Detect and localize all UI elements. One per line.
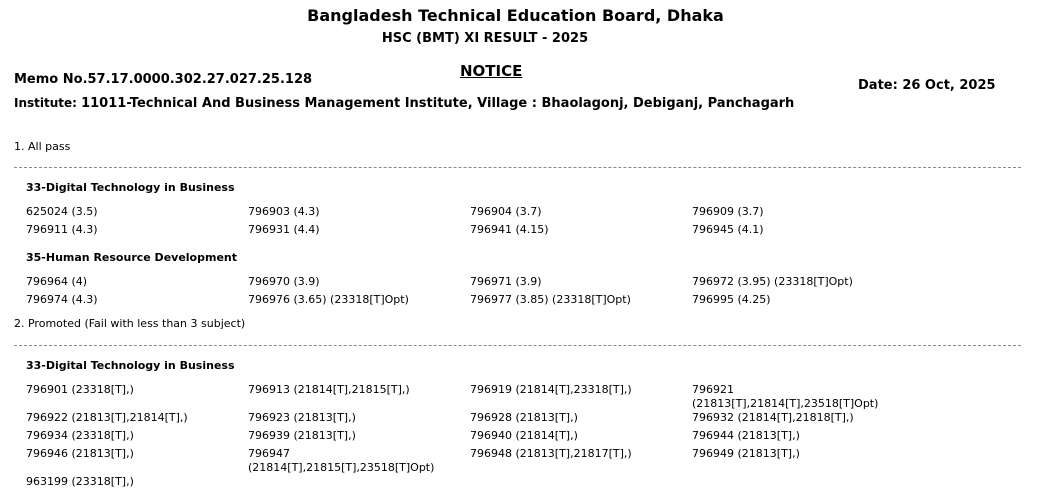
- result-entry: 796941 (4.15): [470, 223, 549, 236]
- result-row: [26, 475, 1026, 489]
- result-entry: 796949 (21813[T],): [692, 447, 800, 460]
- result-entry: 796976 (3.65) (23318[T]Opt): [248, 293, 409, 306]
- result-entry: 796919 (21814[T],23318[T],): [470, 383, 632, 396]
- result-entry: 796922 (21813[T],21814[T],): [26, 411, 188, 424]
- result-entry: 796974 (4.3): [26, 293, 98, 306]
- board-title: Bangladesh Technical Education Board, Dhaka: [307, 6, 724, 25]
- result-row: [26, 383, 1026, 411]
- subject-heading: 35-Human Resource Development: [26, 251, 237, 264]
- result-entry: 796909 (3.7): [692, 205, 764, 218]
- result-entry: 796913 (21814[T],21815[T],): [248, 383, 410, 396]
- result-entry: 963199 (23318[T],): [26, 475, 134, 488]
- result-row: [26, 447, 1026, 475]
- result-entry: 796977 (3.85) (23318[T]Opt): [470, 293, 631, 306]
- result-row: [26, 205, 1026, 219]
- exam-title: HSC (BMT) XI RESULT - 2025: [381, 31, 589, 46]
- result-entry: 796904 (3.7): [470, 205, 542, 218]
- institute-value: 11011-Technical And Business Management Institute, Village : Bhaolagonj, Debiganj, Panchagarh: [81, 96, 795, 111]
- result-entry: 796948 (21813[T],21817[T],): [470, 447, 632, 460]
- result-entry: 796928 (21813[T],): [470, 411, 578, 424]
- result-entry: 796901 (23318[T],): [26, 383, 134, 396]
- result-row: [26, 429, 1026, 443]
- result-entry: 796921 (21813[T],21814[T],23518[T]Opt): [692, 383, 879, 410]
- result-entry: 796903 (4.3): [248, 205, 320, 218]
- institute-label: Institute:: [14, 96, 77, 110]
- section-divider: [14, 167, 1021, 168]
- result-entry: 796945 (4.1): [692, 223, 764, 236]
- section-label: 1. All pass: [14, 140, 71, 153]
- result-entry: 796923 (21813[T],): [248, 411, 356, 424]
- result-row: [26, 223, 1026, 237]
- result-entry: 796911 (4.3): [26, 223, 98, 236]
- result-entry: 796972 (3.95) (23318[T]Opt): [692, 275, 853, 288]
- result-entry: 625024 (3.5): [26, 205, 98, 218]
- result-entry: 796940 (21814[T],): [470, 429, 578, 442]
- result-entry: 796970 (3.9): [248, 275, 320, 288]
- result-row: [26, 411, 1026, 425]
- result-entry: 796934 (23318[T],): [26, 429, 134, 442]
- result-entry: 796932 (21814[T],21818[T],): [692, 411, 854, 424]
- result-entry: 796995 (4.25): [692, 293, 771, 306]
- result-entry: 796931 (4.4): [248, 223, 320, 236]
- subject-heading: 33-Digital Technology in Business: [26, 181, 235, 194]
- result-entry: 796944 (21813[T],): [692, 429, 800, 442]
- memo-number: Memo No.57.17.0000.302.27.027.25.128: [14, 72, 313, 87]
- result-entry: 796964 (4): [26, 275, 88, 288]
- section-label: 2. Promoted (Fail with less than 3 subject): [14, 317, 246, 330]
- subject-heading: 33-Digital Technology in Business: [26, 359, 235, 372]
- result-entry: 796939 (21813[T],): [248, 429, 356, 442]
- notice-heading: NOTICE: [460, 62, 523, 80]
- notice-date: Date: 26 Oct, 2025: [858, 78, 996, 93]
- result-row: [26, 293, 1026, 307]
- result-entry: 796947 (21814[T],21815[T],23518[T]Opt): [248, 447, 435, 474]
- result-entry: 796946 (21813[T],): [26, 447, 134, 460]
- result-entry: 796971 (3.9): [470, 275, 542, 288]
- section-divider: [14, 345, 1021, 346]
- result-row: [26, 275, 1026, 289]
- institute-line: [14, 96, 794, 111]
